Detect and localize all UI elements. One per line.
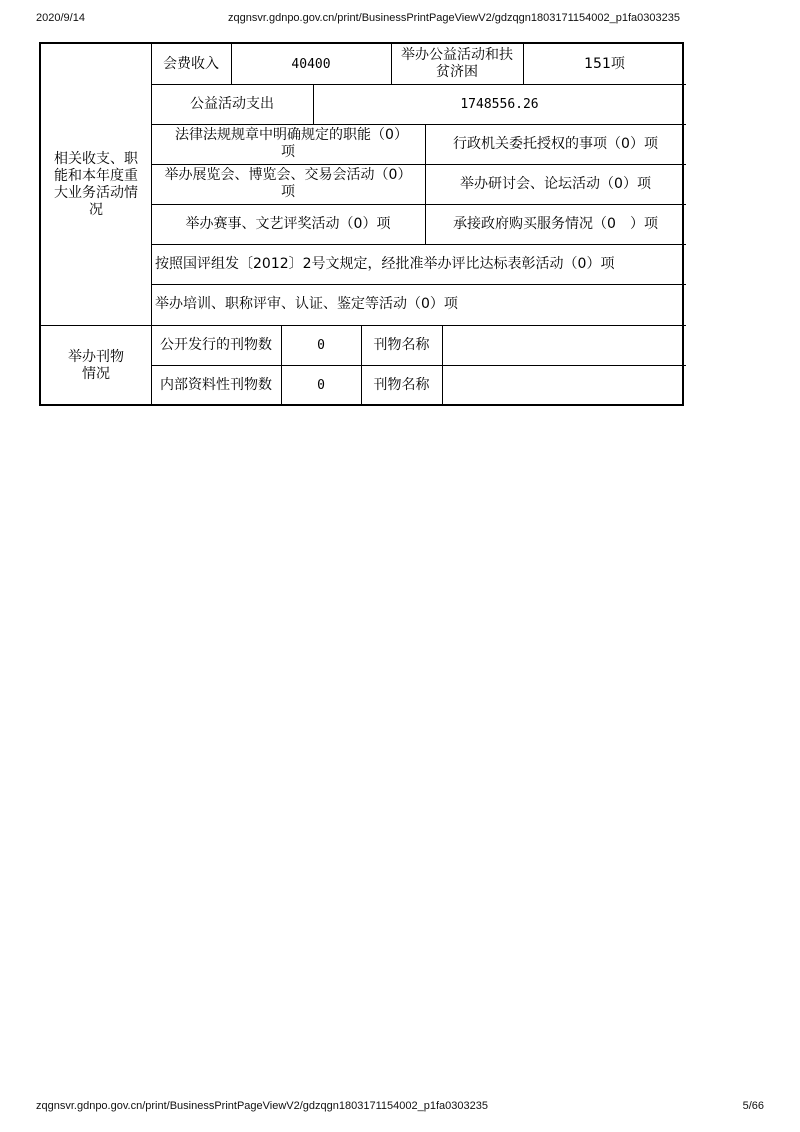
print-date: 2020/9/14 — [36, 12, 85, 24]
footer-url: zqgnsvr.gdnpo.gov.cn/print/BusinessPrintPageViewV2/gdzqgn1803171154002_p1fa0303235 — [36, 1100, 488, 1112]
info-table — [39, 42, 684, 406]
competitions: 举办赛事、文艺评奖活动（0）项 — [185, 215, 391, 232]
fee-income-label: 会费收入 — [163, 55, 219, 72]
print-url: zqgnsvr.gdnpo.gov.cn/print/BusinessPrintPageViewV2/gdzqgn1803171154002_p1fa0303235 — [228, 12, 680, 24]
internal-publication-name-label: 刊物名称 — [373, 377, 430, 393]
public-publications-value: 0 — [317, 337, 325, 353]
exhibitions: 举办展览会、博览会、交易会活动（0）项 — [164, 167, 412, 200]
evaluation-activities: 按照国评组发〔2012〕2号文规定，经批准举办评比达标表彰活动（0）项 — [155, 255, 615, 272]
welfare-expense-value: 1748556.26 — [460, 96, 539, 112]
gov-delegated-matters: 行政机关委托授权的事项（0）项 — [453, 135, 658, 152]
legal-functions: 法律法规规章中明确规定的职能（0）项 — [175, 127, 401, 160]
training-activities: 举办培训、职称评审、认证、鉴定等活动（0）项 — [155, 296, 458, 312]
public-publications-label: 公开发行的刊物数 — [160, 336, 272, 353]
internal-publications-value: 0 — [317, 378, 325, 393]
public-publication-name-label: 刊物名称 — [373, 336, 430, 353]
welfare-expense-label: 公益活动支出 — [190, 95, 274, 112]
internal-publication-name-value — [442, 365, 686, 406]
section-label-publications: 举办刊物情况 — [68, 348, 124, 382]
welfare-activities-value: 151项 — [584, 55, 625, 72]
internal-publications-label: 内部资料性刊物数 — [160, 377, 272, 393]
welfare-activities-label: 举办公益活动和扶贫济困 — [401, 47, 513, 80]
fee-income-value: 40400 — [291, 56, 331, 72]
seminars: 举办研讨会、论坛活动（0）项 — [460, 175, 651, 192]
public-publication-name-value — [442, 325, 686, 365]
section-label-activities: 相关收支、职能和本年度重大业务活动情况 — [54, 150, 138, 218]
page-number: 5/66 — [742, 1100, 764, 1112]
gov-procurement: 承接政府购买服务情况（0 ）项 — [453, 215, 658, 232]
